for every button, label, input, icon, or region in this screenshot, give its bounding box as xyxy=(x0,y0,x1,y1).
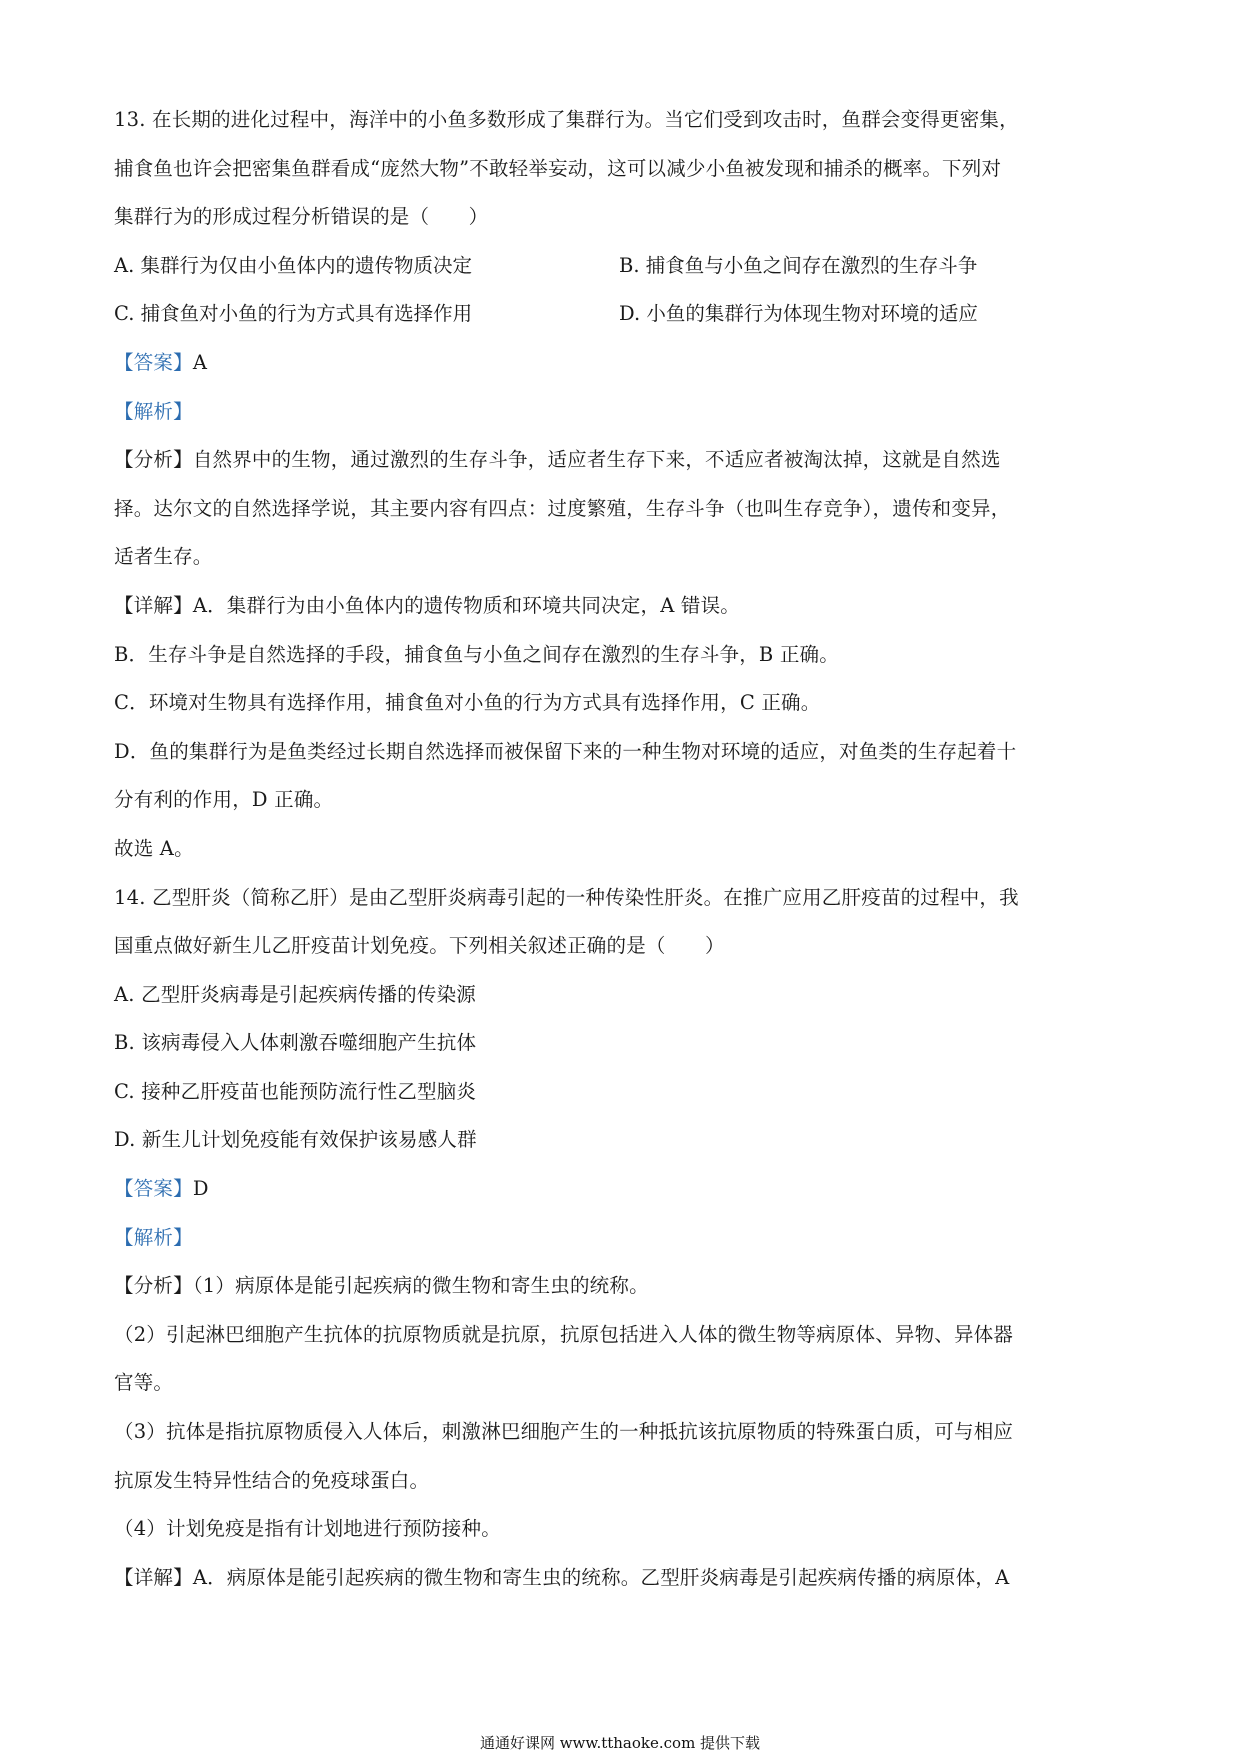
q14-analysis-heading xyxy=(114,1214,1134,1263)
q14-option-c: C. 接种乙肝疫苗也能预防流行性乙型脑炎 xyxy=(114,1079,477,1103)
q13-xiangjie-text-1: A．集群行为由小鱼体内的遗传物质和环境共同决定，A 错误。 xyxy=(192,593,740,617)
page-footer: 通通好课网 www.tthaoke.com 提供下载 xyxy=(479,1734,761,1752)
q14-option-b: B. 该病毒侵入人体刺激吞噬细胞产生抗体 xyxy=(114,1031,477,1055)
q13-answer-label: 【答案】 xyxy=(114,350,193,374)
q13-analysis-label: 【解析】 xyxy=(114,399,193,423)
q14-option-d: D. 新生儿计划免疫能有效保护该易感人群 xyxy=(114,1128,477,1152)
document-page xyxy=(114,96,1134,1602)
q13-xiangjie-line-4: D．鱼的集群行为是鱼类经过长期自然选择而被保留下来的一种生物对环境的适应，对鱼类的生存起着十 xyxy=(114,739,1017,763)
q13-option-a: A. 集群行为仅由小鱼体内的遗传物质决定 xyxy=(114,253,472,277)
q13-fenxi-line-2: 择。达尔文的自然选择学说，其主要内容有四点：过度繁殖，生存斗争（也叫生存竞争），遗传和变异， xyxy=(114,496,1011,520)
q14-answer-label: 【答案】 xyxy=(114,1177,193,1201)
q13-stem-line-3: 集群行为的形成过程分析错误的是（ ） xyxy=(114,205,489,229)
q14-fenxi-line-2: （2）引起淋巴细胞产生抗体的抗原物质就是抗原，抗原包括进入人体的微生物等病原体、异物、异体器 xyxy=(114,1322,1014,1346)
q13-options-row-2 xyxy=(114,290,1134,339)
q13-xiangjie-label: 【详解】 xyxy=(114,593,193,617)
q14-answer-value: D xyxy=(192,1177,209,1201)
q14-fenxi-line-1 xyxy=(114,1262,1134,1311)
q13-fenxi-line-3: 适者生存。 xyxy=(114,545,213,569)
q13-option-b: B. 捕食鱼与小鱼之间存在激烈的生存斗争 xyxy=(619,253,978,277)
q13-stem-line-1: 13. 在长期的进化过程中，海洋中的小鱼多数形成了集群行为。当它们受到攻击时，鱼群会变得更密集， xyxy=(114,108,1019,131)
q13-stem-line-2: 捕食鱼也许会把密集鱼群看成“庞然大物”不敢轻举妄动，这可以减少小鱼被发现和捕杀的概率。下列对 xyxy=(114,156,1002,180)
q14-xiangjie-text-1: A．病原体是能引起疾病的微生物和寄生虫的统称。乙型肝炎病毒是引起疾病传播的病原体，A xyxy=(192,1565,1010,1589)
q13-analysis-heading xyxy=(114,388,1134,437)
q13-option-c: C. 捕食鱼对小鱼的行为方式具有选择作用 xyxy=(114,302,473,326)
q14-stem-line-1: 14. 乙型肝炎（简称乙肝）是由乙型肝炎病毒引起的一种传染性肝炎。在推广应用乙肝疫苗的过程中，我 xyxy=(114,885,1019,909)
q14-fenxi-line-3: 官等。 xyxy=(114,1371,174,1395)
q13-xiangjie-line-1 xyxy=(114,582,1134,631)
q13-answer-value: A xyxy=(192,350,208,374)
q13-conclusion: 故选 A。 xyxy=(114,836,194,860)
q14-xiangjie-label: 【详解】 xyxy=(114,1565,193,1589)
q14-stem-line-2: 国重点做好新生儿乙肝疫苗计划免疫。下列相关叙述正确的是（ ） xyxy=(114,934,725,958)
q13-fenxi-line-1 xyxy=(114,436,1134,485)
q13-xiangjie-line-3: C．环境对生物具有选择作用，捕食鱼对小鱼的行为方式具有选择作用，C 正确。 xyxy=(114,691,821,715)
q14-option-a: A. 乙型肝炎病毒是引起疾病传播的传染源 xyxy=(114,982,476,1006)
q14-fenxi-label: 【分析】 xyxy=(114,1274,193,1298)
q14-answer xyxy=(114,1165,1134,1214)
q14-fenxi-line-4: （3）抗体是指抗原物质侵入人体后，刺激淋巴细胞产生的一种抵抗该抗原物质的特殊蛋白质，可与相应 xyxy=(114,1420,1014,1444)
q13-fenxi-label: 【分析】 xyxy=(114,448,193,472)
q13-option-d: D. 小鱼的集群行为体现生物对环境的适应 xyxy=(619,302,978,326)
q14-fenxi-line-6: （4）计划免疫是指有计划地进行预防接种。 xyxy=(114,1517,501,1541)
q14-xiangjie-line-1 xyxy=(114,1554,1134,1603)
q14-fenxi-line-5: 抗原发生特异性结合的免疫球蛋白。 xyxy=(114,1468,430,1492)
q13-xiangjie-line-2: B．生存斗争是自然选择的手段，捕食鱼与小鱼之间存在激烈的生存斗争，B 正确。 xyxy=(114,642,839,666)
q14-fenxi-text-1: （1）病原体是能引起疾病的微生物和寄生虫的统称。 xyxy=(192,1274,649,1298)
q13-options-row-1 xyxy=(114,242,1134,291)
q13-fenxi-text-1: 自然界中的生物，通过激烈的生存斗争，适应者生存下来，不适应者被淘汰掉，这就是自然选 xyxy=(192,448,1001,472)
q13-xiangjie-line-5: 分有利的作用，D 正确。 xyxy=(114,788,334,812)
q13-answer xyxy=(114,339,1134,388)
q14-analysis-label: 【解析】 xyxy=(114,1225,193,1249)
